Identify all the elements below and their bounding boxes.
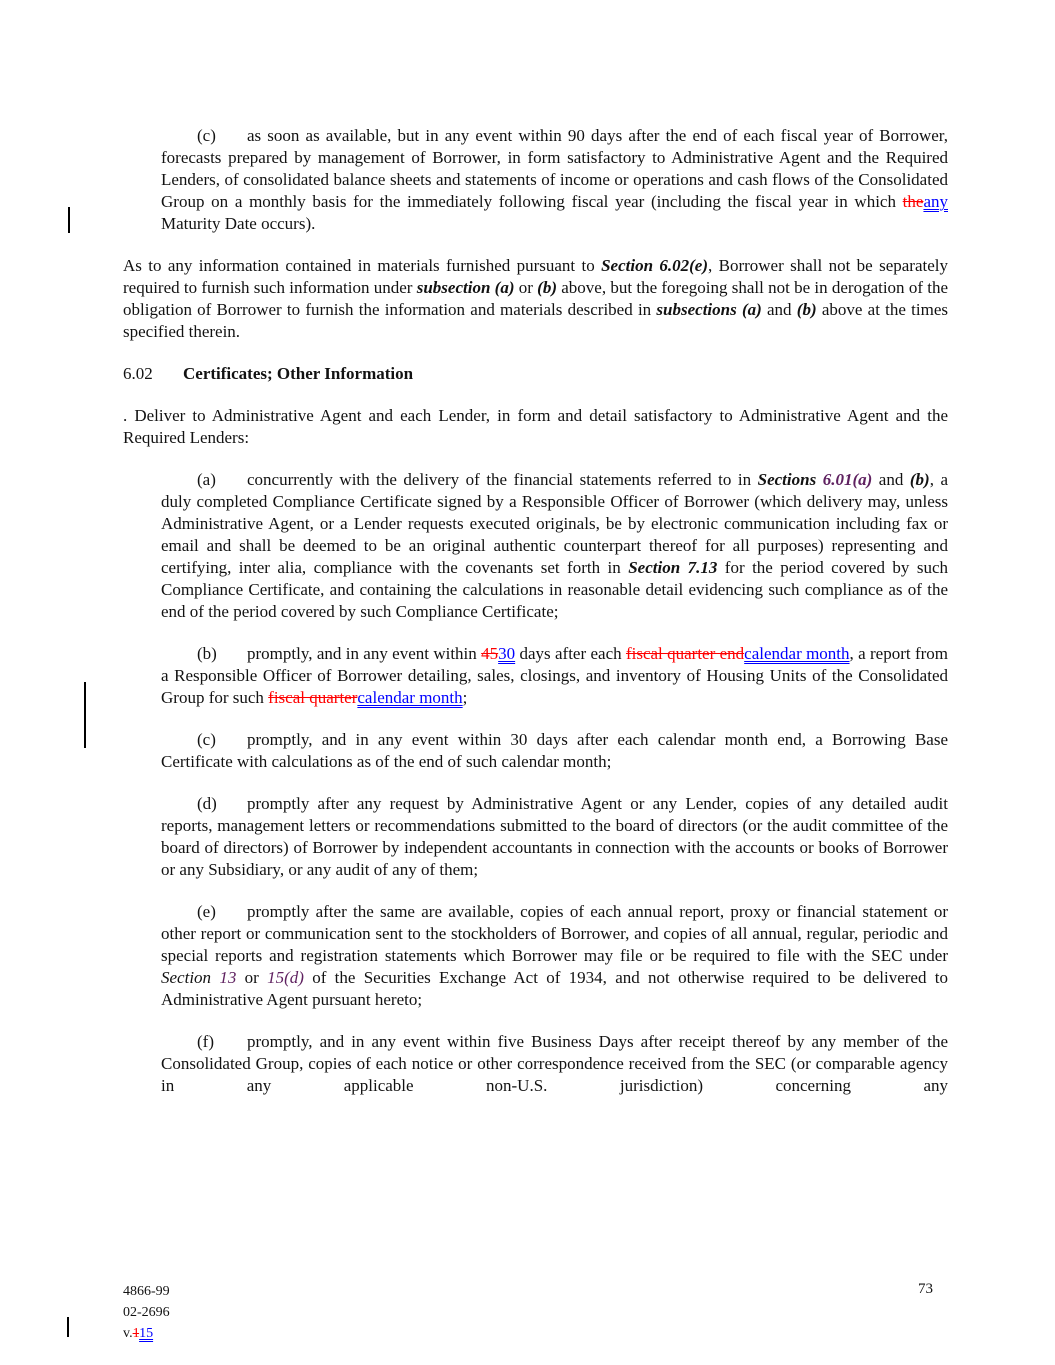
text-segment: promptly, and in any event within 30 days after each calendar month end, a Borrowing Base Certificate with calculations as of the end of such calendar month; — [161, 730, 948, 771]
paragraph-as-to-information — [123, 255, 948, 343]
text-segment: . Deliver to Administrative Agent and each Lender, in form and detail satisfactory to Administrative Agent and the Required Lenders: — [123, 406, 948, 447]
text-segment: subsections (a) — [656, 300, 762, 319]
cross-reference: 13 — [219, 968, 237, 987]
deleted-text: the — [902, 192, 924, 211]
text-segment: days after each — [515, 644, 626, 663]
text-segment: , a report from a Responsible Officer of Borrower detailing, sales, closings, and inventory of Housing Units of the Consolidated Group for such — [161, 644, 949, 707]
text-segment: subsection (a) — [416, 278, 515, 297]
paragraph-a-compliance-certificate — [161, 469, 948, 623]
text-segment: , a duly completed Compliance Certificate signed by a Responsible Officer of Borrower (which delivery may, unless Administrative Agent, or a Lender requests executed originals, be by electronic communication including fax or email and shall be deemed to be an original authentic counterpart thereof for all purposes) representing and certifying, inter alia, compliance with the covenants set forth in — [161, 470, 949, 577]
section-number: 6.02 — [123, 364, 153, 383]
page-number: 73 — [918, 1281, 933, 1297]
text-segment: and — [872, 470, 910, 489]
footer-matter-number: 02-2696 — [123, 1305, 170, 1320]
inserted-text: 30 — [498, 644, 516, 663]
paragraph-label: (f) — [197, 1032, 214, 1051]
text-segment: Section 7.13 — [628, 558, 718, 577]
revision-change-bar — [84, 682, 86, 748]
paragraph-text — [161, 470, 948, 621]
revision-change-bar — [67, 1317, 69, 1337]
text-segment: promptly, and in any event within — [247, 644, 482, 663]
footer-doc-id: 4866-99 — [123, 1284, 170, 1299]
text-segment: (b) — [796, 300, 817, 319]
paragraph-text — [161, 730, 948, 771]
text-segment: and — [761, 300, 797, 319]
paragraph-label: (e) — [197, 902, 216, 921]
paragraph-text — [123, 406, 948, 447]
paragraph-text — [161, 794, 948, 879]
paragraph-c-borrowing-base — [161, 729, 948, 773]
paragraph-b-housing-report — [161, 643, 948, 709]
text-segment: Section 6.02(e) — [601, 256, 709, 275]
deleted-text: fiscal quarter end — [625, 644, 745, 663]
text-segment: v. — [123, 1326, 133, 1341]
paragraph-text — [123, 256, 948, 341]
inserted-text: 15 — [139, 1326, 154, 1341]
text-segment: (b) — [909, 470, 930, 489]
paragraph-c-forecasts — [161, 125, 948, 235]
inserted-text: calendar month — [744, 644, 850, 663]
text-segment: promptly after the same are available, copies of each annual report, proxy or financial statement or other report or communication sent to the stockholders of Borrower, and copies of all annual, regular, periodic and special reports and registration statements which Borrower may file or be required to file with the SEC under — [161, 902, 948, 965]
paragraph-text — [161, 126, 948, 233]
cross-reference: 6.01(a) — [822, 470, 873, 489]
document-body — [123, 125, 948, 1117]
text-segment: or — [236, 968, 268, 987]
text-segment: , Borrower shall not be separately required to furnish such information under — [123, 256, 948, 297]
paragraph-text — [161, 644, 948, 707]
text-segment: ; — [462, 688, 468, 707]
text-segment: concurrently with the delivery of the financial statements referred to in — [247, 470, 758, 489]
deleted-text: 1 — [132, 1326, 140, 1341]
deleted-text: fiscal quarter — [268, 688, 358, 707]
text-segment: promptly, and in any event within five Business Days after receipt thereof by any member of the Consolidated Group, copies of each notice or other correspondence received from the SEC (or comparable agency in any applicable non-U.S. jurisdiction) concerning any — [161, 1032, 948, 1095]
section-heading — [123, 363, 948, 385]
text-segment: As to any information contained in materials furnished pursuant to — [123, 256, 602, 275]
paragraph-e-sec-reports — [161, 901, 948, 1011]
revision-change-bar — [68, 207, 70, 233]
text-segment: above, but the foregoing shall not be in derogation of the obligation of Borrower to furnish the information and materials described in — [123, 278, 949, 319]
paragraph-label: (c) — [197, 730, 216, 749]
inserted-text: calendar month — [357, 688, 463, 707]
text-segment: (b) — [537, 278, 557, 297]
paragraph-label: (a) — [197, 470, 216, 489]
paragraph-text — [161, 902, 948, 1009]
text-segment: Section — [161, 968, 220, 987]
deleted-text: 45 — [481, 644, 499, 663]
paragraph-text — [161, 1032, 948, 1095]
text-segment: promptly after any request by Administrative Agent or any Lender, copies of any detailed audit reports, management letters or recommendations submitted to the board of directors (or the audit committee of the board of directors) of Borrower by independent accountants in connection with the accounts or books of Borrower or any Subsidiary, or any audit of any of them; — [161, 794, 948, 879]
text-segment: or — [514, 278, 538, 297]
document-footer — [123, 1281, 170, 1344]
paragraph-deliver — [123, 405, 948, 449]
footer-version — [123, 1323, 170, 1344]
text-segment: as soon as available, but in any event within 90 days after the end of each fiscal year of Borrower, forecasts prepared by management of Borrower, in form satisfactory to Administrative Agent and the Required Lenders, of consolidated balance sheets and statements of income or operations and cash flows of the Consolidated Group on a monthly basis for the immediately following fiscal year (including the fiscal year in which — [161, 126, 948, 211]
text-segment: Maturity Date occurs). — [161, 214, 316, 233]
cross-reference: 15(d) — [267, 968, 304, 987]
paragraph-d-audit-reports — [161, 793, 948, 881]
section-title: Certificates; Other Information — [183, 364, 414, 383]
text-segment: of the Securities Exchange Act of 1934, and not otherwise required to be delivered to Administrative Agent pursuant hereto; — [161, 968, 948, 1009]
text-segment: above at the times specified therein. — [123, 300, 949, 341]
paragraph-f-sec-notices — [161, 1031, 948, 1097]
paragraph-label: (b) — [197, 644, 217, 663]
inserted-text: any — [923, 192, 948, 211]
text-segment: for the period covered by such Compliance Certificate, and containing the calculations in reasonable detail evidencing such compliance as of the end of the period covered by such Compliance Certificate; — [161, 558, 949, 621]
paragraph-label: (c) — [197, 126, 216, 145]
paragraph-label: (d) — [197, 794, 217, 813]
text-segment: Sections — [757, 470, 817, 489]
